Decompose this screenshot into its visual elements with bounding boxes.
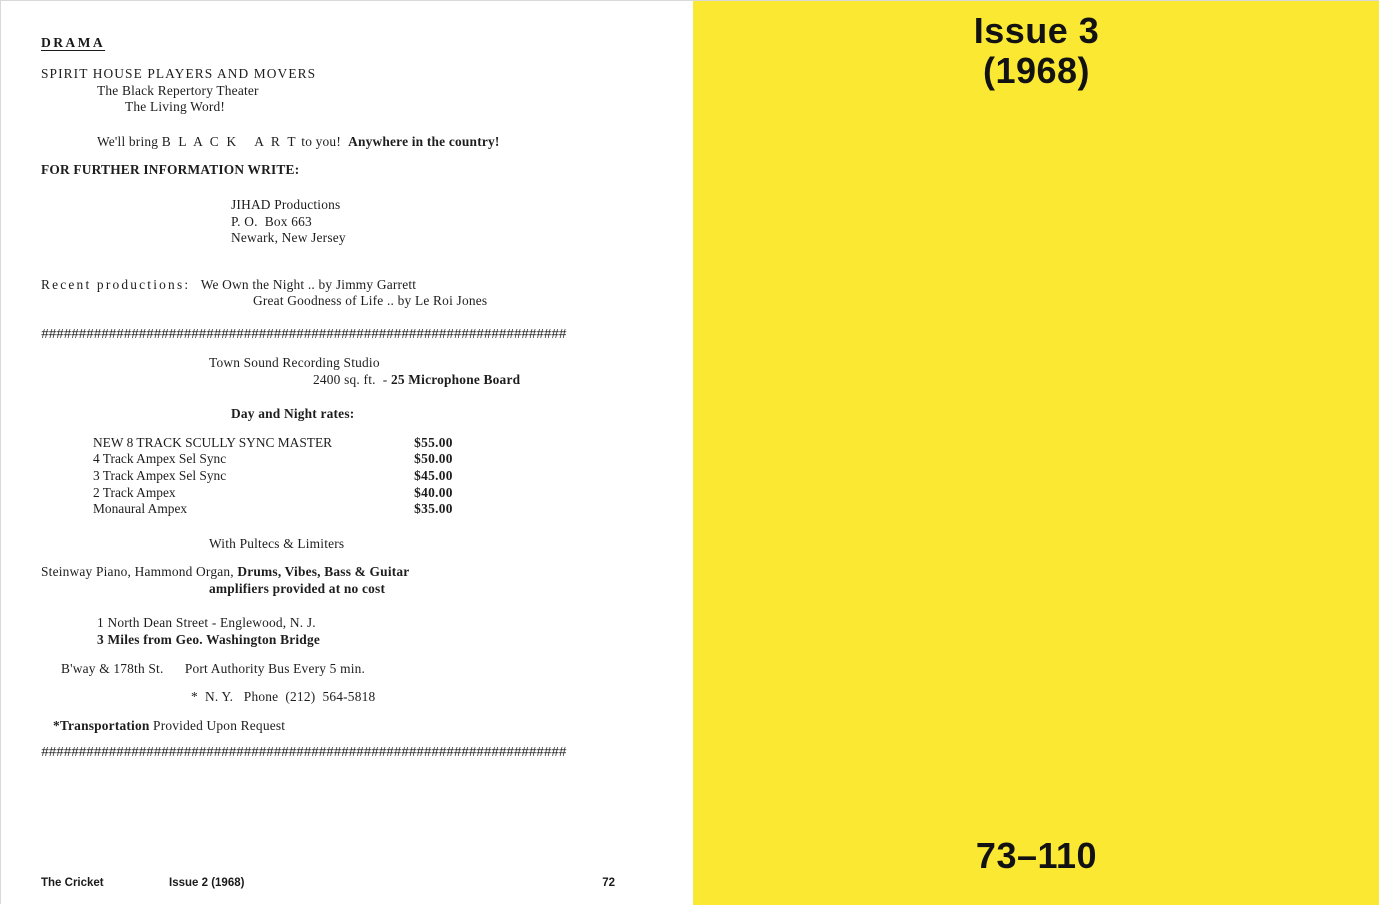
rate-price: $55.00	[414, 434, 453, 450]
rate-price: $35.00	[414, 501, 453, 517]
slogan-line	[41, 134, 661, 151]
spacer	[41, 116, 661, 134]
slogan-middle: to you!	[297, 133, 349, 149]
issue-title	[693, 11, 1379, 91]
spacer	[41, 552, 661, 564]
spacer	[41, 247, 661, 277]
address-line-2: P. O. Box 663	[231, 213, 312, 229]
slogan-emphasis: B L A C K A R T	[161, 133, 298, 149]
table-row	[93, 485, 453, 502]
spacer	[41, 518, 661, 536]
transit-right: Port Authority Bus Every 5 min.	[184, 660, 366, 676]
document-body	[41, 35, 661, 761]
footer-page-number: 72	[602, 877, 615, 889]
transportation-line: *Transportation Provided Upon Request	[53, 717, 286, 733]
spacer	[41, 343, 661, 355]
street-line-1: 1 North Dean Street - Englewood, N. J.	[97, 615, 316, 631]
rate-price: $40.00	[414, 484, 453, 500]
spacer	[41, 706, 661, 718]
spacer	[41, 310, 661, 328]
recent-productions-line	[41, 277, 661, 294]
rate-price: $50.00	[414, 451, 453, 467]
divider-rule-top: ######################################################################	[41, 327, 567, 343]
information-write-line: FOR FURTHER INFORMATION WRITE:	[41, 162, 300, 178]
issue-title-line-1: Issue 3	[973, 10, 1100, 51]
rate-service: 4 Track Ampex Sel Sync	[93, 451, 227, 467]
table-row	[93, 435, 453, 452]
org-line-3: The Living Word!	[125, 99, 226, 115]
spacer	[41, 649, 661, 661]
footer-issue: Issue 2 (1968)	[169, 877, 245, 889]
rate-service: Monaural Ampex	[93, 501, 188, 517]
rates-header: Day and Night rates:	[231, 406, 355, 422]
rate-service: 3 Track Ampex Sel Sync	[93, 467, 227, 483]
spacer	[41, 150, 661, 162]
org-line-1: SPIRIT HOUSE PLAYERS AND MOVERS	[41, 66, 317, 81]
phone-line: * N. Y. Phone (212) 564-5818	[191, 689, 376, 705]
spacer	[41, 388, 661, 406]
rate-price: $45.00	[414, 467, 453, 483]
address-line-1: JIHAD Productions	[231, 196, 341, 212]
table-row	[93, 451, 453, 468]
transit-line	[41, 661, 661, 678]
recent-production-2: Great Goodness of Life .. by Le Roi Jones	[253, 293, 488, 309]
table-row	[93, 468, 453, 485]
rate-service: NEW 8 TRACK SCULLY SYNC MASTER	[93, 434, 333, 450]
footer-publication: The Cricket	[41, 877, 104, 889]
transit-left: B'way & 178th St.	[61, 660, 164, 676]
spacer	[41, 179, 661, 197]
spacer	[41, 734, 661, 746]
issue-title-line-2: (1968)	[982, 50, 1091, 91]
slogan-bold: Anywhere in the country!	[348, 133, 500, 149]
table-row	[93, 501, 453, 518]
amplifiers-line: amplifiers provided at no cost	[209, 580, 386, 596]
spacer	[41, 597, 661, 615]
org-line-2: The Black Repertory Theater	[97, 82, 259, 98]
recent-production-1: We Own the Night .. by Jimmy Garrett	[200, 276, 417, 292]
rate-service: 2 Track Ampex	[93, 484, 176, 500]
page-range-label: 73–110	[975, 835, 1098, 876]
spacer	[41, 423, 661, 435]
section-heading-drama: DRAMA	[41, 35, 106, 50]
issue-panel	[693, 1, 1379, 905]
instruments-line: Steinway Piano, Hammond Organ, Drums, Vibes, Bass & Guitar	[41, 564, 410, 580]
street-line-2: 3 Miles from Geo. Washington Bridge	[97, 632, 320, 648]
rates-table	[93, 435, 453, 518]
address-line-3: Newark, New Jersey	[231, 230, 346, 246]
scanned-page-left	[1, 1, 693, 905]
studio-specs: 2400 sq. ft. - 25 Microphone Board	[313, 371, 521, 387]
divider-rule-bottom: ######################################################################	[41, 746, 567, 762]
studio-name: Town Sound Recording Studio	[209, 354, 380, 370]
pultecs-line: With Pultecs & Limiters	[209, 535, 345, 551]
recent-productions-label: Recent productions:	[41, 276, 191, 292]
slogan-prefix: We'll bring	[97, 133, 162, 149]
spacer	[41, 677, 661, 689]
